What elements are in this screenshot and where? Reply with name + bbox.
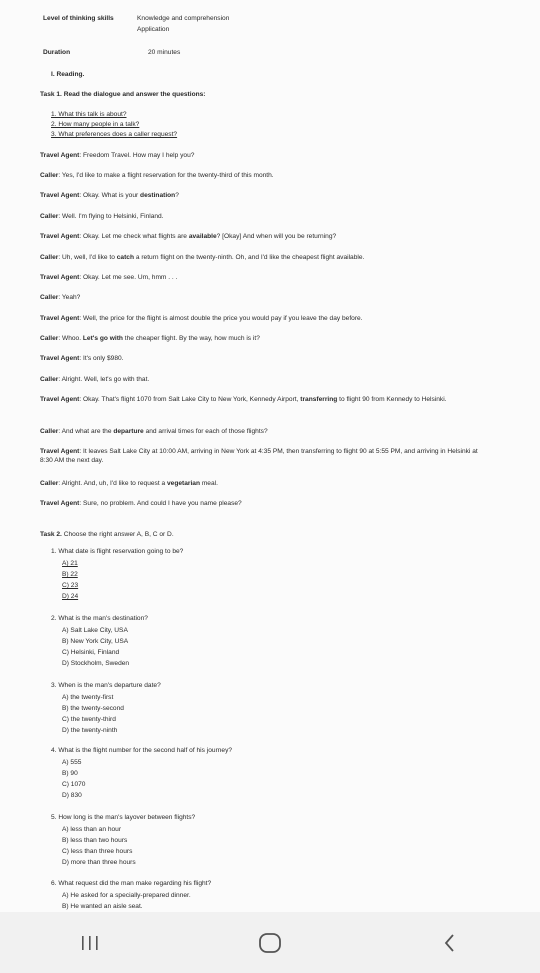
- dialogue-text: : Okay. That's flight 1070 from Salt Lake City to New York, Kennedy Airport,: [79, 396, 301, 403]
- speaker-name: Travel Agent: [40, 355, 80, 362]
- speaker-name: Travel Agent: [40, 233, 80, 240]
- answer-option: C) 23: [62, 582, 79, 589]
- dialogue-text: : Okay. Let me check what flights are: [79, 233, 189, 240]
- dialogue-line: [40, 480, 490, 489]
- answer-option: D) 24: [62, 593, 79, 600]
- answer-option: D) more than three hours: [62, 859, 136, 866]
- speaker-name: Travel Agent: [40, 448, 80, 455]
- task2-title: [40, 531, 174, 539]
- question-text: 6. What request did the man make regarding his flight?: [51, 880, 212, 887]
- level-value-2: Application: [137, 26, 170, 33]
- vocab-word: Let's go with: [82, 335, 123, 342]
- answer-option: D) 830: [62, 792, 82, 799]
- answer-option: B) He wanted an aisle seat.: [62, 903, 143, 910]
- section-title: I. Reading.: [51, 71, 85, 78]
- speaker-name: Caller: [40, 254, 59, 261]
- dialogue-line: [40, 233, 490, 242]
- vocab-word: transferring: [300, 396, 338, 403]
- answer-option: B) 22: [62, 571, 78, 578]
- dialogue-text: : Sure, no problem. And could I have you name please?: [79, 500, 242, 507]
- answer-option: C) less than three hours: [62, 848, 133, 855]
- back-icon: [442, 932, 458, 954]
- dialogue-line: [40, 274, 490, 283]
- task1-question: 3. What preferences does a caller request?: [51, 131, 178, 138]
- vocab-word: available: [188, 233, 217, 240]
- dialogue-text: : It's only $980.: [79, 355, 124, 362]
- dialogue-line: [40, 355, 490, 364]
- dialogue-text: : It leaves Salt Lake City at 10:00 AM, arriving in New York at 4:35 PM, then transferring to flight 90 at 5:55 PM, and arriving in Helsinki at 8:30 AM the next day.: [40, 448, 478, 464]
- dialogue-text: : Alright. And, uh, I'd like to request a: [58, 480, 167, 487]
- back-button[interactable]: [420, 923, 480, 963]
- answer-option: C) 1070: [62, 781, 86, 788]
- speaker-name: Travel Agent: [40, 315, 80, 322]
- dialogue-line: [40, 254, 490, 263]
- answer-option: C) Helsinki, Finland: [62, 649, 120, 656]
- dialogue-text: : Okay. Let me see. Um, hmm . . .: [79, 274, 178, 281]
- speaker-name: Travel Agent: [40, 192, 80, 199]
- dialogue-line: [40, 152, 490, 161]
- dialogue-text: : And what are the: [58, 428, 114, 435]
- task1-question: 2. How many people in a talk?: [51, 121, 140, 128]
- vocab-word: vegetarian: [166, 480, 200, 487]
- speaker-name: Caller: [40, 335, 59, 342]
- answer-option: D) the twenty-ninth: [62, 727, 118, 734]
- answer-option: A) 555: [62, 759, 82, 766]
- task1-question: 1. What this talk is about?: [51, 111, 127, 118]
- dialogue-text: : Alright. Well, let's go with that.: [58, 376, 150, 383]
- dialogue-text: : Okay. What is your: [79, 192, 141, 199]
- dialogue-line: [40, 428, 490, 437]
- speaker-name: Caller: [40, 213, 59, 220]
- duration-label: Duration: [43, 49, 71, 56]
- answer-option: B) less than two hours: [62, 837, 128, 844]
- dialogue-text: meal.: [199, 480, 218, 487]
- recent-apps-icon: [79, 934, 101, 952]
- dialogue-line: [40, 335, 490, 344]
- dialogue-text: the cheaper flight. By the way, how much is it?: [122, 335, 260, 342]
- question-text: 4. What is the flight number for the second half of his journey?: [51, 747, 233, 754]
- answer-option: A) He asked for a specially-prepared dinner.: [62, 892, 191, 899]
- speaker-name: Travel Agent: [40, 152, 80, 159]
- task2-title-label: Task 2.: [40, 531, 62, 538]
- dialogue-text: to flight 90 from Kennedy to Helsinki.: [337, 396, 447, 403]
- answer-option: B) New York City, USA: [62, 638, 129, 645]
- question-text: 2. What is the man's destination?: [51, 615, 148, 622]
- speaker-name: Travel Agent: [40, 396, 80, 403]
- duration-value: 20 minutes: [148, 49, 181, 56]
- dialogue-text: : Uh, well, I'd like to: [58, 254, 117, 261]
- recent-apps-button[interactable]: [60, 923, 120, 963]
- speaker-name: Caller: [40, 428, 59, 435]
- answer-option: B) 90: [62, 770, 78, 777]
- task1-title: Task 1. Read the dialogue and answer the questions:: [40, 91, 206, 98]
- speaker-name: Caller: [40, 480, 59, 487]
- answer-option: A) 21: [62, 560, 78, 567]
- dialogue-line: [40, 213, 490, 222]
- dialogue-text: and arrival times for each of those flights?: [143, 428, 268, 435]
- answer-option: B) the twenty-second: [62, 705, 124, 712]
- question-text: 5. How long is the man's layover between flights?: [51, 814, 196, 821]
- speaker-name: Caller: [40, 376, 59, 383]
- answer-option: C) the twenty-third: [62, 716, 116, 723]
- level-label: Level of thinking skills: [43, 15, 114, 22]
- answer-option: D) Stockholm, Sweden: [62, 660, 130, 667]
- dialogue-text: : Yes, I'd like to make a flight reservation for the twenty-third of this month.: [58, 172, 274, 179]
- speaker-name: Caller: [40, 172, 59, 179]
- speaker-name: Travel Agent: [40, 274, 80, 281]
- dialogue-line: [40, 294, 490, 303]
- dialogue-line: [40, 500, 490, 509]
- dialogue-line: [40, 192, 490, 201]
- dialogue-line: [40, 315, 490, 324]
- vocab-word: departure: [113, 428, 144, 435]
- vocab-word: destination: [140, 192, 176, 199]
- dialogue-text: ? [Okay] And when will you be returning?: [216, 233, 337, 240]
- dialogue-text: : Freedom Travel. How may I help you?: [79, 152, 195, 159]
- dialogue-line: [40, 448, 490, 465]
- dialogue-text: a return flight on the twenty-ninth. Oh, and I'd like the cheapest flight available.: [134, 254, 365, 261]
- dialogue-text: : Whoo.: [58, 335, 83, 342]
- dialogue-text: : Well. I'm flying to Helsinki, Finland.: [58, 213, 164, 220]
- speaker-name: Caller: [40, 294, 59, 301]
- question-text: 1. What date is flight reservation going to be?: [51, 548, 184, 555]
- dialogue-line: [40, 396, 490, 405]
- android-nav-bar: [0, 912, 540, 973]
- home-button[interactable]: [240, 923, 300, 963]
- answer-option: A) Salt Lake City, USA: [62, 627, 128, 634]
- home-icon: [257, 932, 283, 954]
- level-value-1: Knowledge and comprehension: [137, 15, 230, 22]
- dialogue-text: ?: [175, 192, 179, 199]
- dialogue-text: : Yeah?: [58, 294, 81, 301]
- dialogue-text: : Well, the price for the flight is almost double the price you would pay if you leave the day before.: [79, 315, 363, 322]
- dialogue-line: [40, 172, 490, 181]
- vocab-word: catch: [116, 254, 134, 261]
- task2-title-text: Choose the right answer A, B, C or D.: [61, 531, 174, 538]
- dialogue-line: [40, 376, 490, 385]
- answer-option: A) the twenty-first: [62, 694, 114, 701]
- speaker-name: Travel Agent: [40, 500, 80, 507]
- question-text: 3. When is the man's departure date?: [51, 682, 161, 689]
- answer-option: A) less than an hour: [62, 826, 122, 833]
